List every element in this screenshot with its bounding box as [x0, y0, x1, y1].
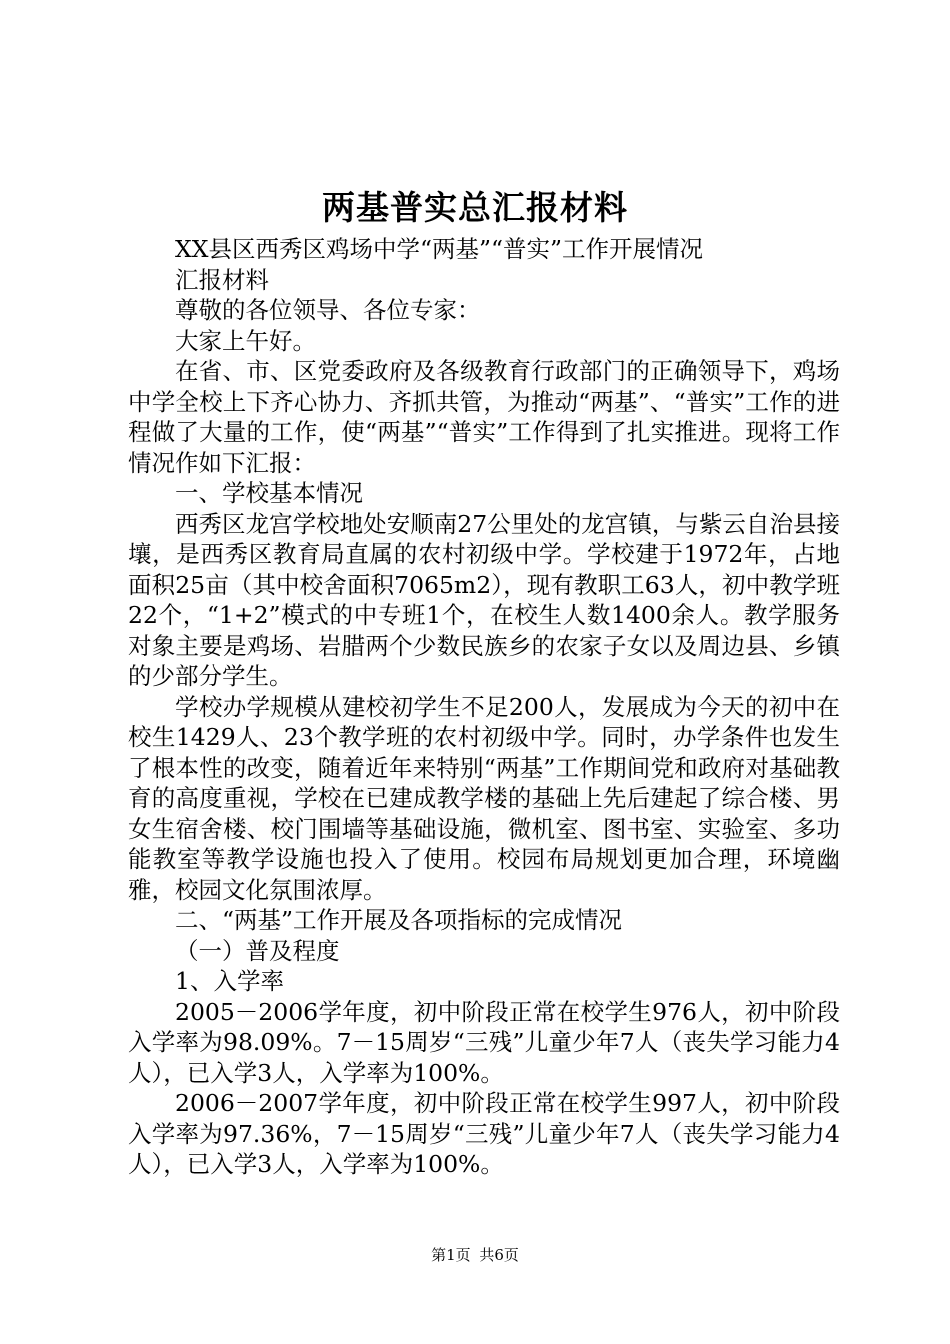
paragraph-salutation: 尊敬的各位领导、各位专家： — [175, 296, 481, 324]
paragraph-greeting: 大家上午好。 — [175, 326, 316, 355]
section-heading-two-basics: 二、“两基”工作开展及各项指标的完成情况 — [175, 906, 623, 934]
item-heading-enrollment: 1、入学率 — [175, 967, 284, 995]
section-heading-basic-info: 一、学校基本情况 — [175, 479, 363, 507]
page-total: 共6页 — [479, 1246, 519, 1264]
document-body — [128, 234, 840, 1180]
paragraph-intro: 在省、市、区党委政府及各级教育行政部门的正确领导下，鸡场中学全校上下齐心协力、齐抓共管，为推动“两基”、“普实”工作的进程做了大量的工作，使“两基”“普实”工作得到了扎实推进。现将工作情况作如下汇报： — [128, 357, 840, 477]
paragraph-2005-2006: 2005－2006学年度，初中阶段正常在校学生976人，初中阶段入学率为98.09%。7－15周岁“三残”儿童少年7人（丧失学习能力4人），已入学3人，入学率为100%。 — [128, 997, 840, 1087]
paragraph-school-scale: 学校办学规模从建校初学生不足200人，发展成为今天的初中在校生1429人、23个教学班的农村初级中学。同时，办学条件也发生了根本性的改变，随着近年来特别“两基”工作期间党和政府对基础教育的高度重视，学校在已建成教学楼的基础上先后建起了综合楼、男女生宿舍楼、校门围墙等基础设施，微机室、图书室、实验室、多功能教室等教学设施也投入了使用。校园布局规划更加合理，环境幽雅，校园文化氛围浓厚。 — [128, 692, 840, 904]
paragraph-school-location: 西秀区龙宫学校地处安顺南27公里处的龙宫镇，与紫云自治县接壤，是西秀区教育局直属的农村初级中学。学校建于1972年，占地面积25亩（其中校舍面积7065m2），现有教职工63人，初中教学班22个，“1+2”模式的中专班1个，在校生人数1400余人。教学服务对象主要是鸡场、岩腊两个少数民族乡的农家子女以及周边县、乡镇的少部分学生。 — [128, 509, 840, 690]
paragraph-heading-line1: XX县区西秀区鸡场中学“两基”“普实”工作开展情况 — [175, 235, 704, 263]
document-title: 两基普实总汇报材料 — [322, 188, 628, 227]
page-footer — [0, 1244, 950, 1266]
subsection-heading-coverage: （一）普及程度 — [175, 936, 340, 965]
paragraph-heading-line2: 汇报材料 — [175, 265, 269, 294]
page-number: 第1页 — [431, 1246, 471, 1264]
paragraph-2006-2007: 2006－2007学年度，初中阶段正常在校学生997人，初中阶段入学率为97.36%，7－15周岁“三残”儿童少年7人（丧失学习能力4人），已入学3人，入学率为100%。 — [128, 1089, 840, 1178]
